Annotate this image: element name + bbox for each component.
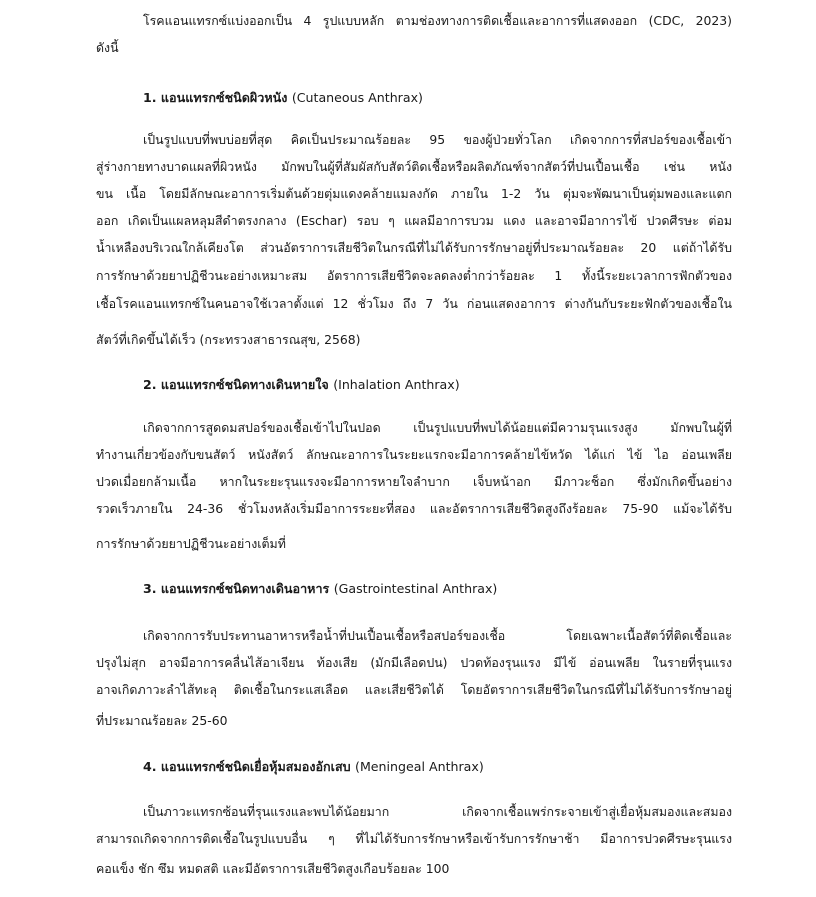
section-1-heading-thai: 1. แอนแทรกซ์ชนิดผิวหนัง bbox=[143, 90, 288, 105]
section-4-line-2: สามารถเกิดจากการติดเชื้อในรูปแบบอื่น ๆ ที่ไม่ได้รับการรักษาหรือเข้ารับการรักษาช้า มีอาการปวดศีรษะรุนแรง bbox=[96, 831, 732, 846]
section-1-line-8: สัตว์ที่เกิดขึ้นได้เร็ว (กระทรวงสาธารณสุข, 2568) bbox=[96, 332, 361, 347]
section-2-line-5: การรักษาด้วยยาปฏิชีวนะอย่างเต็มที่ bbox=[96, 536, 286, 551]
section-2-line-2: ทำงานเกี่ยวข้องกับขนสัตว์ หนังสัตว์ ลักษณะอาการในระยะแรกจะมีอาการคล้ายไข้หวัด ได้แก่ ไข้ ไอ อ่อนเพลีย bbox=[96, 447, 732, 462]
section-4-line-3: คอแข็ง ชัก ซึม หมดสติ และมีอัตราการเสียชีวิตสูงเกือบร้อยละ 100 bbox=[96, 861, 450, 876]
section-1-line-3: ขน เนื้อ โดยมีลักษณะอาการเริ่มต้นด้วยตุ่มแดงคล้ายแมลงกัด ภายใน 1-2 วัน ตุ่มจะพัฒนาเป็นตุ่มพองและแตก bbox=[96, 186, 732, 201]
section-3-heading bbox=[143, 580, 497, 597]
section-2-heading-thai: 2. แอนแทรกซ์ชนิดทางเดินหายใจ bbox=[143, 377, 329, 392]
section-2-line-4: รวดเร็วภายใน 24-36 ชั่วโมงหลังเริ่มมีอาการระยะที่สอง และอัตราการเสียชีวิตสูงถึงร้อยละ 75-90 แม้จะได้รับ bbox=[96, 501, 732, 516]
section-1-line-7: เชื้อโรคแอนแทรกซ์ในคนอาจใช้เวลาตั้งแต่ 12 ชั่วโมง ถึง 7 วัน ก่อนแสดงอาการ ต่างกันกับระยะฟักตัวของเชื้อใน bbox=[96, 296, 732, 311]
section-1-heading bbox=[143, 89, 423, 106]
section-4-heading-english: (Meningeal Anthrax) bbox=[355, 759, 484, 774]
section-4-heading-thai: 4. แอนแทรกซ์ชนิดเยื่อหุ้มสมองอักเสบ bbox=[143, 759, 351, 774]
section-4-line-1: เป็นภาวะแทรกซ้อนที่รุนแรงและพบได้น้อยมาก เกิดจากเชื้อแพร่กระจายเข้าสู่เยื่อหุ้มสมองและสมอง bbox=[143, 804, 732, 819]
section-1-line-6: การรักษาด้วยยาปฏิชีวนะอย่างเหมาะสม อัตราการเสียชีวิตจะลดลงต่ำกว่าร้อยละ 1 ทั้งนี้ระยะเวลาการฟักตัวของ bbox=[96, 268, 732, 283]
section-1-line-2: สู่ร่างกายทางบาดแผลที่ผิวหนัง มักพบในผู้ที่สัมผัสกับสัตว์ติดเชื้อหรือผลิตภัณฑ์จากสัตว์ที่ปนเปื้อนเชื้อ เช่น หนัง bbox=[96, 159, 732, 174]
section-2-heading bbox=[143, 376, 460, 393]
section-2-line-3: ปวดเมื่อยกล้ามเนื้อ หากในระยะรุนแรงจะมีอาการหายใจลำบาก เจ็บหน้าอก มีภาวะช็อก ซึ่งมักเกิดขึ้นอย่าง bbox=[96, 474, 732, 489]
section-2-line-1: เกิดจากการสูดดมสปอร์ของเชื้อเข้าไปในปอด เป็นรูปแบบที่พบได้น้อยแต่มีความรุนแรงสูง มักพบในผู้ที่ bbox=[143, 420, 732, 435]
section-3-heading-english: (Gastrointestinal Anthrax) bbox=[333, 581, 498, 596]
section-2-heading-english: (Inhalation Anthrax) bbox=[333, 377, 460, 392]
section-3-line-3: อาจเกิดภาวะลำไส้ทะลุ ติดเชื้อในกระแสเลือด และเสียชีวิตได้ โดยอัตราการเสียชีวิตในกรณีที่ไม่ได้รับการรักษาอยู่ bbox=[96, 682, 732, 697]
section-1-line-1: เป็นรูปแบบที่พบบ่อยที่สุด คิดเป็นประมาณร้อยละ 95 ของผู้ป่วยทั่วโลก เกิดจากการที่สปอร์ของเชื้อเข้า bbox=[143, 132, 732, 147]
section-4-heading bbox=[143, 758, 484, 775]
section-3-heading-thai: 3. แอนแทรกซ์ชนิดทางเดินอาหาร bbox=[143, 581, 330, 596]
section-1-line-4: ออก เกิดเป็นแผลหลุมสีดำตรงกลาง (Eschar) รอบ ๆ แผลมีอาการบวม แดง และอาจมีอาการไข้ ปวดศีรษะ ต่อม bbox=[96, 213, 732, 228]
section-3-line-1: เกิดจากการรับประทานอาหารหรือน้ำที่ปนเปื้อนเชื้อหรือสปอร์ของเชื้อ โดยเฉพาะเนื้อสัตว์ที่ติดเชื้อและ bbox=[143, 628, 732, 643]
intro-line-2: ดังนี้ bbox=[96, 40, 119, 55]
section-1-heading-english: (Cutaneous Anthrax) bbox=[291, 90, 423, 105]
section-3-line-4: ที่ประมาณร้อยละ 25-60 bbox=[96, 713, 228, 728]
intro-line-1: โรคแอนแทรกซ์แบ่งออกเป็น 4 รูปแบบหลัก ตามช่องทางการติดเชื้อและอาการที่แสดงออก (CDC, 2023) bbox=[143, 13, 732, 28]
section-3-line-2: ปรุงไม่สุก อาจมีอาการคลื่นไส้อาเจียน ท้องเสีย (มักมีเลือดปน) ปวดท้องรุนแรง มีไข้ อ่อนเพลีย ในรายที่รุนแรง bbox=[96, 655, 732, 670]
section-1-line-5: น้ำเหลืองบริเวณใกล้เคียงโต ส่วนอัตราการเสียชีวิตในกรณีที่ไม่ได้รับการรักษาอยู่ที่ประมาณร้อยละ 20 แต่ถ้าได้รับ bbox=[96, 240, 732, 255]
